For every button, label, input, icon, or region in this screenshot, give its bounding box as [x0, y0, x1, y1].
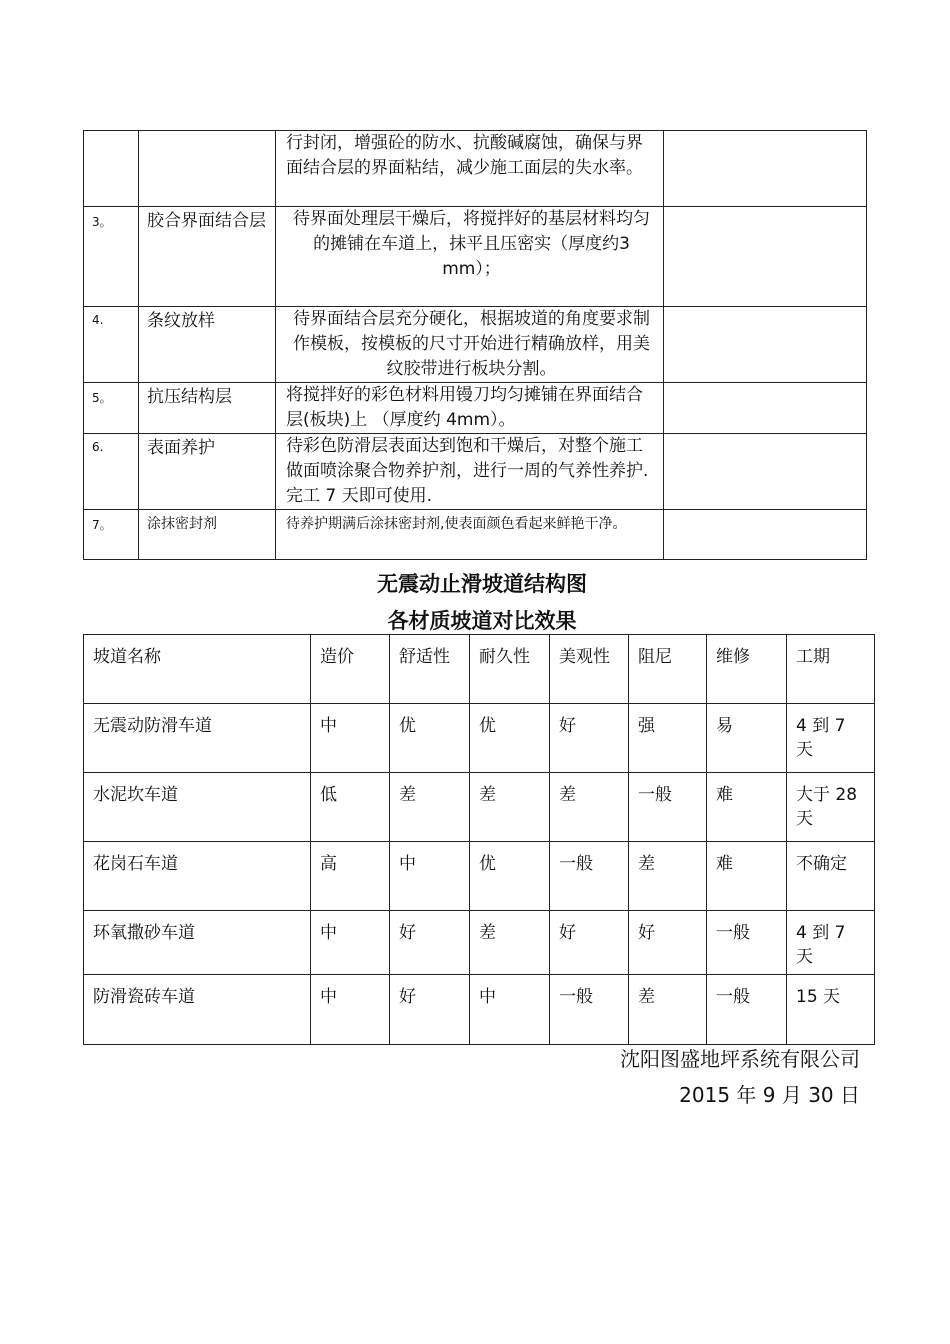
table-cell: 水泥坎车道: [84, 773, 311, 842]
table-cell: 一般: [550, 842, 629, 911]
step-extra: [664, 510, 867, 560]
table-cell: 差: [390, 773, 470, 842]
step-description: 将搅拌好的彩色材料用镘刀均匀摊铺在界面结合层(板块)上 （厚度约 4mm）。: [276, 383, 664, 434]
header-cell: 造价: [311, 635, 390, 704]
table-cell: 15 天: [787, 975, 875, 1045]
table-row: [84, 434, 867, 510]
step-name: 抗压结构层: [139, 383, 276, 434]
table-cell: 大于 28 天: [787, 773, 875, 842]
table-cell: 差: [629, 842, 707, 911]
step-extra: [664, 207, 867, 307]
table-row: [84, 704, 875, 773]
header-cell: 美观性: [550, 635, 629, 704]
table-row: [84, 307, 867, 383]
step-name: [139, 131, 276, 207]
step-description: 待界面处理层干燥后，将搅拌好的基层材料均匀的摊铺在车道上，抹平且压密实（厚度约3 mm）；: [276, 207, 664, 307]
header-cell: 阻尼: [629, 635, 707, 704]
table-row: [84, 383, 867, 434]
table-cell: 中: [311, 975, 390, 1045]
table-row: [84, 911, 875, 975]
table-cell: 好: [390, 975, 470, 1045]
table-cell: 易: [707, 704, 787, 773]
step-number: 4.: [84, 307, 139, 383]
table-cell: 好: [390, 911, 470, 975]
table-cell: 高: [311, 842, 390, 911]
table-cell: 一般: [707, 911, 787, 975]
table-cell: 中: [390, 842, 470, 911]
step-description: 待界面结合层充分硬化，根据坡道的角度要求制作模板，按模板的尺寸开始进行精确放样，用美纹胶带进行板块分割。: [276, 307, 664, 383]
company-name: 沈阳图盛地坪系统有限公司: [620, 1047, 860, 1071]
header-cell: 维修: [707, 635, 787, 704]
table-cell: 难: [707, 842, 787, 911]
table-row: [84, 773, 875, 842]
table-cell: 难: [707, 773, 787, 842]
table-cell: 差: [470, 911, 550, 975]
table-cell: 低: [311, 773, 390, 842]
table-cell: 环氧撒砂车道: [84, 911, 311, 975]
step-number: 3。: [84, 207, 139, 307]
step-extra: [664, 434, 867, 510]
table-row: [84, 842, 875, 911]
table-cell: 一般: [707, 975, 787, 1045]
step-description: 待养护期满后涂抹密封剂,使表面颜色看起来鲜艳干净。: [276, 510, 664, 560]
step-name: 涂抹密封剂: [139, 510, 276, 560]
table-cell: 优: [470, 842, 550, 911]
table-cell: 一般: [629, 773, 707, 842]
step-number: 5。: [84, 383, 139, 434]
table-cell: 优: [390, 704, 470, 773]
header-cell: 耐久性: [470, 635, 550, 704]
table-cell: 差: [470, 773, 550, 842]
step-extra: [664, 131, 867, 207]
step-extra: [664, 383, 867, 434]
table-cell: 差: [629, 975, 707, 1045]
step-description: 行封闭，增强砼的防水、抗酸碱腐蚀，确保与界面结合层的界面粘结，减少施工面层的失水率。: [276, 131, 664, 207]
table-row: [84, 131, 867, 207]
comparison-table: [83, 634, 875, 1045]
table-header-row: [84, 635, 875, 704]
table-row: [84, 510, 867, 560]
header-cell: 工期: [787, 635, 875, 704]
step-name: 表面养护: [139, 434, 276, 510]
header-cell: 坡道名称: [84, 635, 311, 704]
construction-steps-table: [83, 130, 867, 560]
table-cell: 中: [311, 704, 390, 773]
table-row: [84, 975, 875, 1045]
table-cell: 4 到 7 天: [787, 911, 875, 975]
table-cell: 无震动防滑车道: [84, 704, 311, 773]
table-cell: 差: [550, 773, 629, 842]
header-cell: 舒适性: [390, 635, 470, 704]
table-row: [84, 207, 867, 307]
step-name: 条纹放样: [139, 307, 276, 383]
comparison-title: 各材质坡道对比效果: [387, 608, 577, 633]
table-cell: 好: [550, 911, 629, 975]
table-cell: 不确定: [787, 842, 875, 911]
step-name: 胶合界面结合层: [139, 207, 276, 307]
table-cell: 4 到 7 天: [787, 704, 875, 773]
step-description: 待彩色防滑层表面达到饱和干燥后，对整个施工做面喷涂聚合物养护剂，进行一周的气养性养护.完工 7 天即可使用.: [276, 434, 664, 510]
table-cell: 一般: [550, 975, 629, 1045]
table-cell: 好: [629, 911, 707, 975]
document-date: 2015 年 9 月 30 日: [679, 1083, 860, 1107]
step-number: 6.: [84, 434, 139, 510]
step-number: 7。: [84, 510, 139, 560]
table-cell: 中: [311, 911, 390, 975]
step-extra: [664, 307, 867, 383]
step-number: [84, 131, 139, 207]
structure-diagram-title: 无震动止滑坡道结构图: [377, 571, 587, 596]
table-cell: 中: [470, 975, 550, 1045]
table-cell: 优: [470, 704, 550, 773]
table-cell: 花岗石车道: [84, 842, 311, 911]
table-cell: 防滑瓷砖车道: [84, 975, 311, 1045]
table-cell: 好: [550, 704, 629, 773]
table-cell: 强: [629, 704, 707, 773]
